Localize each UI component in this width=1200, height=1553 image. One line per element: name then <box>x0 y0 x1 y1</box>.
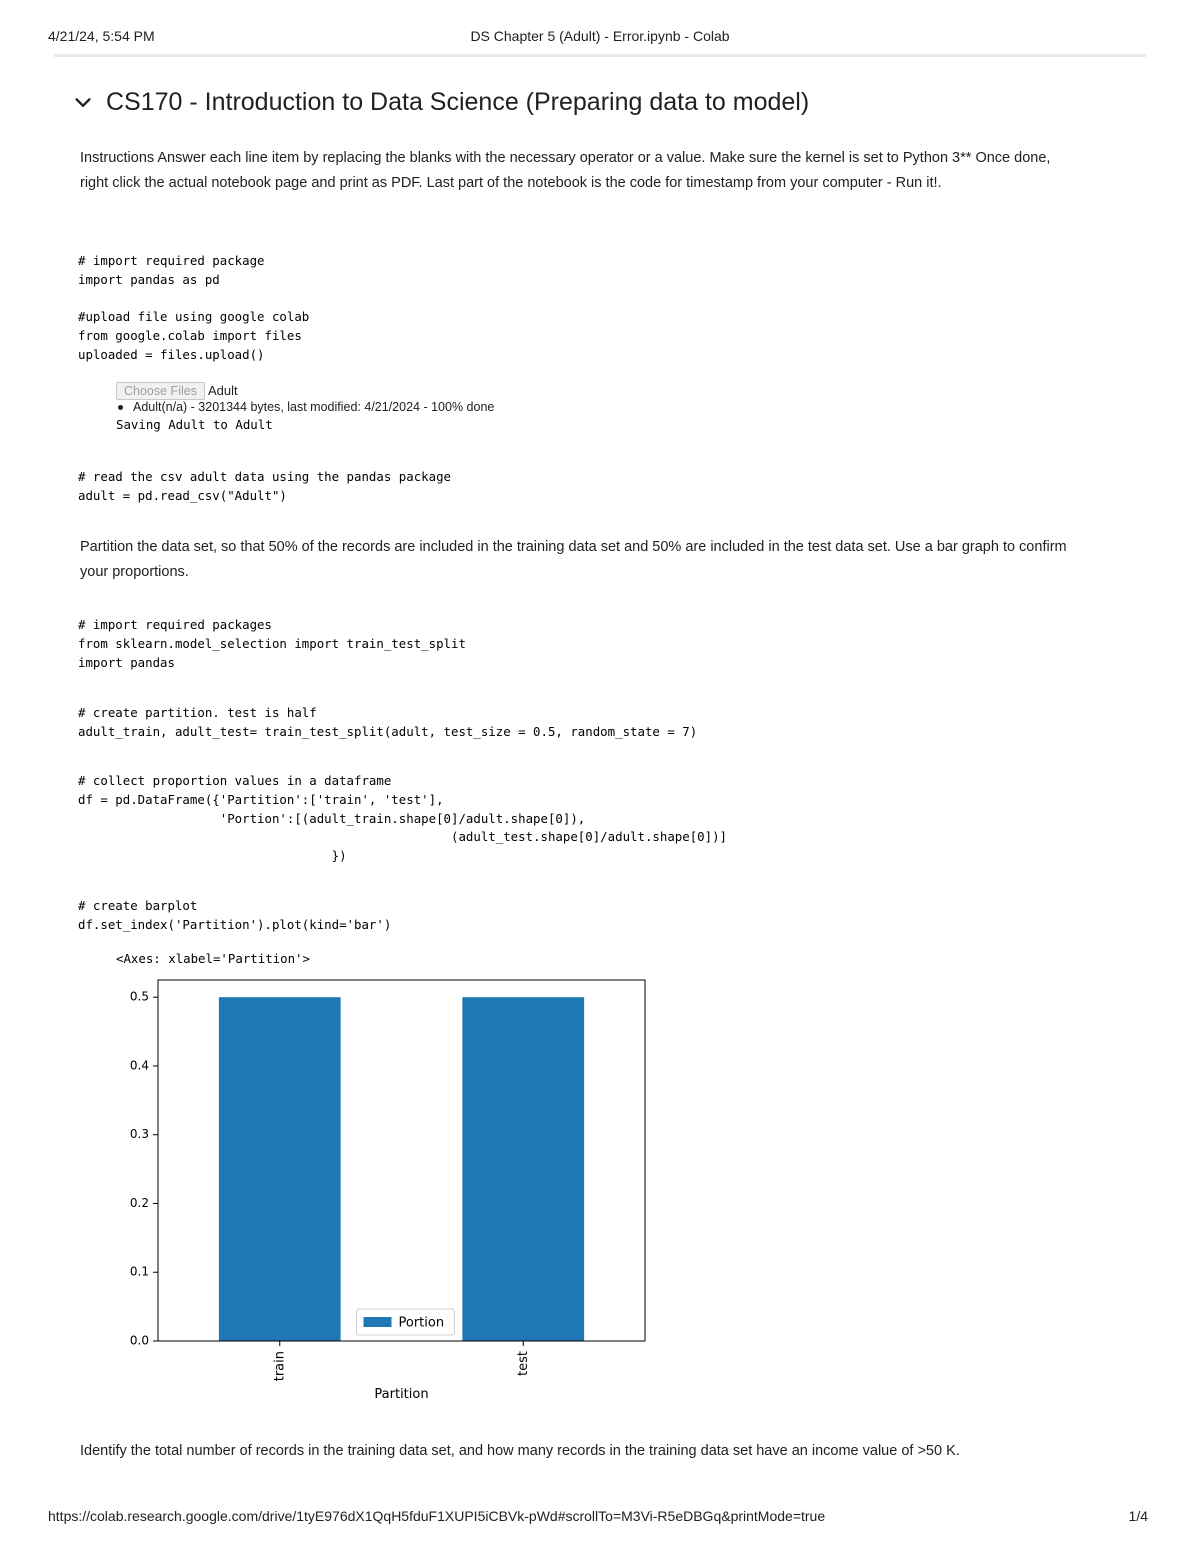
print-url: https://colab.research.google.com/drive/1tyE976dX1QqH5fduF1XUPI5iCBVk-pWd#scrollTo=M3Vi-R5eDBGq&printMode=true <box>48 1508 826 1524</box>
instructions-text: Instructions Answer each line item by replacing the blanks with the necessary operator or a value. Make sure the kernel is set to Python 3** Once done, right click the actual notebook page and print as PDF. Last part of the notebook is the code for timestamp from your computer - Run it!. <box>80 150 1051 191</box>
y-tick-label: 0.1 <box>129 1264 149 1279</box>
y-tick-label: 0.3 <box>129 1127 149 1142</box>
y-tick-label: 0.4 <box>129 1058 149 1073</box>
section-title: CS170 - Introduction to Data Science (Preparing data to model) <box>106 88 810 116</box>
upload-widget <box>116 382 238 400</box>
upload-status <box>116 400 494 414</box>
bar-chart <box>110 970 670 1410</box>
code-cell-dataframe[interactable]: # collect proportion values in a dataframe df = pd.DataFrame({'Partition':['train', 'test'], 'Portion':[(adult_train.shape[0]/adult.shape[0]), (adult_test.shape[0]/adult.shape[0])] }) <box>78 773 728 864</box>
code-cell-partition[interactable]: # create partition. test is half adult_train, adult_test= train_test_split(adult, test_size = 0.5, random_state = 7) <box>78 705 698 739</box>
bar-train <box>219 997 341 1341</box>
print-page-title: DS Chapter 5 (Adult) - Error.ipynb - Colab <box>470 28 730 44</box>
code-cell-read-csv[interactable]: # read the csv adult data using the pandas package adult = pd.read_csv("Adult") <box>78 469 451 503</box>
final-question: Identify the total number of records in the training data set, and how many records in the training data set have an income value of >50 K. <box>80 1443 960 1459</box>
bar-test <box>462 997 584 1341</box>
x-tick-label-train: train <box>272 1351 288 1382</box>
legend-label: Portion <box>398 1315 445 1331</box>
legend-swatch <box>364 1317 392 1327</box>
header-divider <box>54 54 1146 57</box>
code-cell-imports-split[interactable]: # import required packages from sklearn.model_selection import train_test_split import pandas <box>78 617 466 670</box>
print-datetime: 4/21/24, 5:54 PM <box>48 28 155 44</box>
print-header <box>0 28 1200 48</box>
code-cell-import-upload[interactable]: # import required package import pandas as pd #upload file using google colab from google.colab import files uploaded = files.upload() <box>78 253 310 362</box>
partition-instructions: Partition the data set, so that 50% of the records are included in the training data set and 50% are included in the test data set. Use a bar graph to confirm your proportions. <box>80 539 1067 580</box>
x-axis-label: Partition <box>374 1387 429 1402</box>
saving-output: Saving Adult to Adult <box>116 417 273 432</box>
y-tick-label: 0.2 <box>129 1195 149 1210</box>
selected-file-name: Adult <box>207 383 238 398</box>
code-cell-barplot[interactable]: # create barplot df.set_index('Partition').plot(kind='bar') <box>78 898 392 932</box>
bullet-icon <box>118 405 123 410</box>
y-tick-label: 0.5 <box>129 989 149 1004</box>
choose-files-button[interactable]: Choose Files <box>116 382 205 400</box>
chevron-down-icon[interactable] <box>72 92 94 114</box>
upload-status-text: Adult(n/a) - 3201344 bytes, last modified: 4/21/2024 - 100% done <box>133 400 495 414</box>
section-heading <box>72 88 809 117</box>
axes-output: <Axes: xlabel='Partition'> <box>116 951 310 966</box>
y-tick-label: 0.0 <box>129 1333 149 1348</box>
print-page-number: 1/4 <box>1128 1508 1148 1524</box>
x-tick-label-test: test <box>515 1351 531 1376</box>
